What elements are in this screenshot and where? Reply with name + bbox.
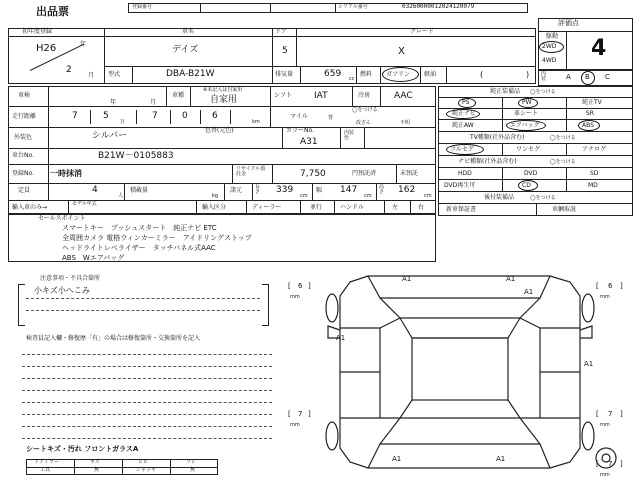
color-no-label: 色替(元色) <box>205 127 234 134</box>
dims-label: 諸元 <box>230 187 243 194</box>
meter-opt-1: 替 <box>328 115 334 121</box>
color-code: A31 <box>300 137 318 147</box>
equip-abs: ABS <box>582 122 594 129</box>
recycle-value: 7,750 <box>300 169 326 179</box>
equip-pw: PW <box>522 99 532 106</box>
interior-label: 内装 <box>541 71 547 82</box>
mileage-man: 万 <box>120 119 126 125</box>
mileage-d4: 0 <box>182 111 188 121</box>
label-registration: 登録番号 <box>132 4 153 10</box>
sales-line-2: 全周囲カメラ 電格ウィンカーミラー アイドリングストップ <box>62 234 252 242</box>
mileage-d5: 6 <box>212 111 218 121</box>
recycle-not: 未預託 <box>400 170 419 177</box>
tread-fl-bracket: [ <box>288 282 291 290</box>
chassis: B21W－0105883 <box>98 151 174 161</box>
first-reg-year: H26 <box>36 43 57 54</box>
tread-rl-mm: mm <box>290 422 300 428</box>
interior-c: C <box>605 73 610 81</box>
drive-label: 駆動 <box>546 33 559 40</box>
color-code-label: カラーNo. <box>286 127 314 134</box>
load-label: 積載量 <box>130 187 149 194</box>
recycle-label: リサイクル預託金 <box>236 166 266 177</box>
tools-v1: 工具 <box>40 467 51 473</box>
interior-color-label: 内装色 <box>344 130 355 141</box>
inspection-label: 車検 <box>18 92 31 99</box>
mark-right-door: A1 <box>584 360 594 368</box>
handle-left: 左 <box>392 204 399 211</box>
meter-opt-3: 不明 <box>400 120 411 126</box>
height: 162 <box>398 185 416 195</box>
dvd-cd: CD <box>522 182 531 189</box>
equip-airbag: エアバッグ <box>510 122 540 129</box>
usage-note: ※未記入は自家用 <box>203 87 243 93</box>
model-label: 型式 <box>108 71 121 78</box>
mileage-km: km <box>252 119 260 125</box>
notes-bracket-left <box>18 284 25 326</box>
inspection-month: 月 <box>150 99 157 106</box>
month-label: 月 <box>88 72 95 79</box>
tread-fr-mm: mm <box>600 294 610 300</box>
dealer: ディーラー <box>252 204 282 211</box>
equip-ps: PS <box>462 99 470 106</box>
width-cm: cm <box>364 193 372 199</box>
tv-oneseg: ワンセグ <box>516 146 541 153</box>
ac: AAC <box>394 91 413 101</box>
tread-fl-mm: mm <box>290 294 300 300</box>
svg-text:]: ] <box>620 410 623 418</box>
navi-dvd: DVD <box>524 170 538 177</box>
handle-label: ハンドル <box>340 204 365 211</box>
fuel-value: ガソリン <box>386 71 411 78</box>
label-serial: シリアル番号 <box>338 4 368 10</box>
svg-text:[: [ <box>596 282 599 290</box>
inspection-year: 年 <box>110 99 117 106</box>
seat-note: シートキズ・汚れ フロントガラスA <box>26 445 139 453</box>
color-label: 外装色 <box>14 134 33 141</box>
rear-seat-title: 後付装備品 <box>484 194 515 201</box>
height-cm: cm <box>424 193 432 199</box>
svg-text:]: ] <box>620 460 623 468</box>
reg-no-label: 登録No. <box>12 170 34 177</box>
color: シルバー <box>92 131 128 141</box>
tools-h1: ドアミラー <box>34 459 59 465</box>
paren-left: ( <box>480 70 484 79</box>
tread-fr: 6 <box>608 282 613 290</box>
mark-front-left: A1 <box>402 275 412 283</box>
sales-points-title: セールスポイント <box>38 215 86 222</box>
paren-right: ) <box>526 70 530 79</box>
navi-sd: SD <box>590 170 599 177</box>
navi-title: ナビ種類(社外品含む) <box>458 158 517 165</box>
form-title: 出品票 <box>36 5 69 18</box>
reg-no: 一時抹消 <box>50 169 82 178</box>
svg-text:]: ] <box>620 282 623 290</box>
mileage-d3: 7 <box>152 111 158 121</box>
length: 339 <box>276 185 294 195</box>
car-name-label: 車名 <box>182 28 195 35</box>
equipment-title: 純正装備品 <box>490 88 521 95</box>
drive-4wd: 4WD <box>542 57 557 64</box>
doors-label: ドア <box>275 28 287 35</box>
tools-h3: ヒビ <box>138 459 149 465</box>
year-label: 年 <box>80 41 87 48</box>
body-label: 車種 <box>172 92 185 99</box>
svg-text:]: ] <box>308 282 311 290</box>
mileage-d1: 7 <box>72 111 78 121</box>
tv-circle-note: ◯をつける <box>550 135 576 141</box>
dvd-label: DVD再生可 <box>444 182 476 189</box>
notes-bracket-right <box>262 284 269 326</box>
mark-hood: A1 <box>524 288 534 296</box>
sales-line-3: ヘッドライトレベライザー タッチパネル式AAC <box>62 244 216 252</box>
serial-number: 03260000012024120079 <box>402 3 475 10</box>
equip-sr: SR <box>586 110 594 117</box>
fuel-label: 燃料 <box>360 71 373 78</box>
model-year-label: モデル年式 <box>72 201 97 207</box>
length-cm: cm <box>300 193 308 199</box>
grade: X <box>398 46 405 57</box>
car-damage-diagram <box>280 268 640 478</box>
first-reg-label: 初年度登録 <box>22 28 53 35</box>
width-label: 幅 <box>316 187 323 194</box>
tv-title: TV種類(社外品含む) <box>470 134 525 141</box>
cc-label: cc <box>349 76 355 82</box>
shift: IAT <box>314 91 328 101</box>
usage: 自家用 <box>210 95 238 105</box>
navi-circle-note: ◯をつける <box>550 159 576 165</box>
drive-2wd: 2WD <box>542 43 557 50</box>
tread-rr: 7 <box>608 410 613 418</box>
eval-score-label: 評価点 <box>558 19 579 27</box>
doors: 5 <box>282 46 288 56</box>
meter-label: マイル <box>290 113 308 120</box>
equip-aw: 純正AW <box>452 122 474 129</box>
first-reg-month: 2 <box>66 65 72 75</box>
capacity-unit: 人 <box>118 193 124 199</box>
grade-label: グレード <box>410 28 435 35</box>
meter-opt-2: 改ざん <box>356 120 372 126</box>
import-label: 輸入車のみ→ <box>12 204 48 211</box>
meter-circle-note: ◯をつける <box>352 107 378 113</box>
handle-right: 右 <box>418 204 425 211</box>
height-label: 高さ <box>379 184 385 195</box>
rear-circle-note: ◯をつける <box>530 195 556 201</box>
mileage-d2: 5 <box>103 111 109 121</box>
load-unit: kg <box>212 193 219 199</box>
svg-text:[: [ <box>288 410 291 418</box>
length-label: 長さ <box>255 184 261 195</box>
interior-a: A <box>566 73 571 81</box>
tools-v3: ジャッキ <box>136 467 156 473</box>
mark-rear-left: A1 <box>392 455 402 463</box>
ac-label: 冷房 <box>358 92 371 99</box>
mark-left-door: A1 <box>336 334 346 342</box>
equip-leather: 革シート <box>514 110 539 117</box>
kei-label: 軽油 <box>424 71 437 78</box>
tools-v4: 無 <box>190 467 196 473</box>
tools-v2: 無 <box>94 467 100 473</box>
new-car-warranty: 新車保証書 <box>446 206 477 213</box>
tools-h2: キズ <box>90 459 100 465</box>
svg-text:[: [ <box>596 410 599 418</box>
notes-content: 小キズ小へこみ <box>34 286 90 295</box>
tread-spare-mm: mm <box>600 472 610 478</box>
dvd-md: MD <box>588 182 598 189</box>
eval-score: 4 <box>591 36 607 61</box>
tools-h4: ワレ <box>186 459 197 465</box>
manual: 車輌取説 <box>552 206 577 213</box>
svg-text:]: ] <box>308 410 311 418</box>
tv-fullseg: フルセグ <box>450 146 474 153</box>
displacement: 659 <box>324 69 342 79</box>
shift-label: シフト <box>274 92 293 99</box>
parallel: 並行 <box>310 204 323 211</box>
mark-front-right: A1 <box>506 275 516 283</box>
sales-line-1: スマートキー プッシュスタート 純正ナビ ETC <box>62 224 217 232</box>
equip-navi: 純正ナビ <box>452 110 477 117</box>
navi-hdd: HDD <box>458 170 472 177</box>
recycle-done: 円預託済 <box>352 170 377 177</box>
capacity: 4 <box>92 185 98 195</box>
mileage-label: 走行距離 <box>12 113 37 120</box>
chassis-label: 車台No. <box>12 152 34 159</box>
equipment-circle-note: ◯をつける <box>530 89 556 95</box>
car-name: デイズ <box>172 45 199 55</box>
sales-line-4: ABS Wエアバッグ <box>62 254 125 262</box>
tread-rl: 7 <box>298 410 303 418</box>
repair-title: 検査員記入欄・修復歴「有」の場合は修復箇所・交換箇所を記入 <box>26 335 201 342</box>
tread-fl: 6 <box>298 282 303 290</box>
import-type-label: 輸入区分 <box>202 204 227 211</box>
displacement-label: 排気量 <box>275 71 294 78</box>
tv-analog: アナログ <box>582 146 607 153</box>
model: DBA-B21W <box>166 69 215 79</box>
notes-title: 注意事項・不具合箇所 <box>40 275 101 282</box>
capacity-label: 定員 <box>18 187 31 194</box>
svg-text:[: [ <box>596 460 599 468</box>
interior-b: B <box>585 73 590 81</box>
width: 147 <box>340 185 358 195</box>
equip-tv: 純正TV <box>582 99 602 106</box>
mark-rear-right: A1 <box>496 455 506 463</box>
tread-spare: 7 <box>608 460 613 468</box>
tread-rr-mm: mm <box>600 422 610 428</box>
